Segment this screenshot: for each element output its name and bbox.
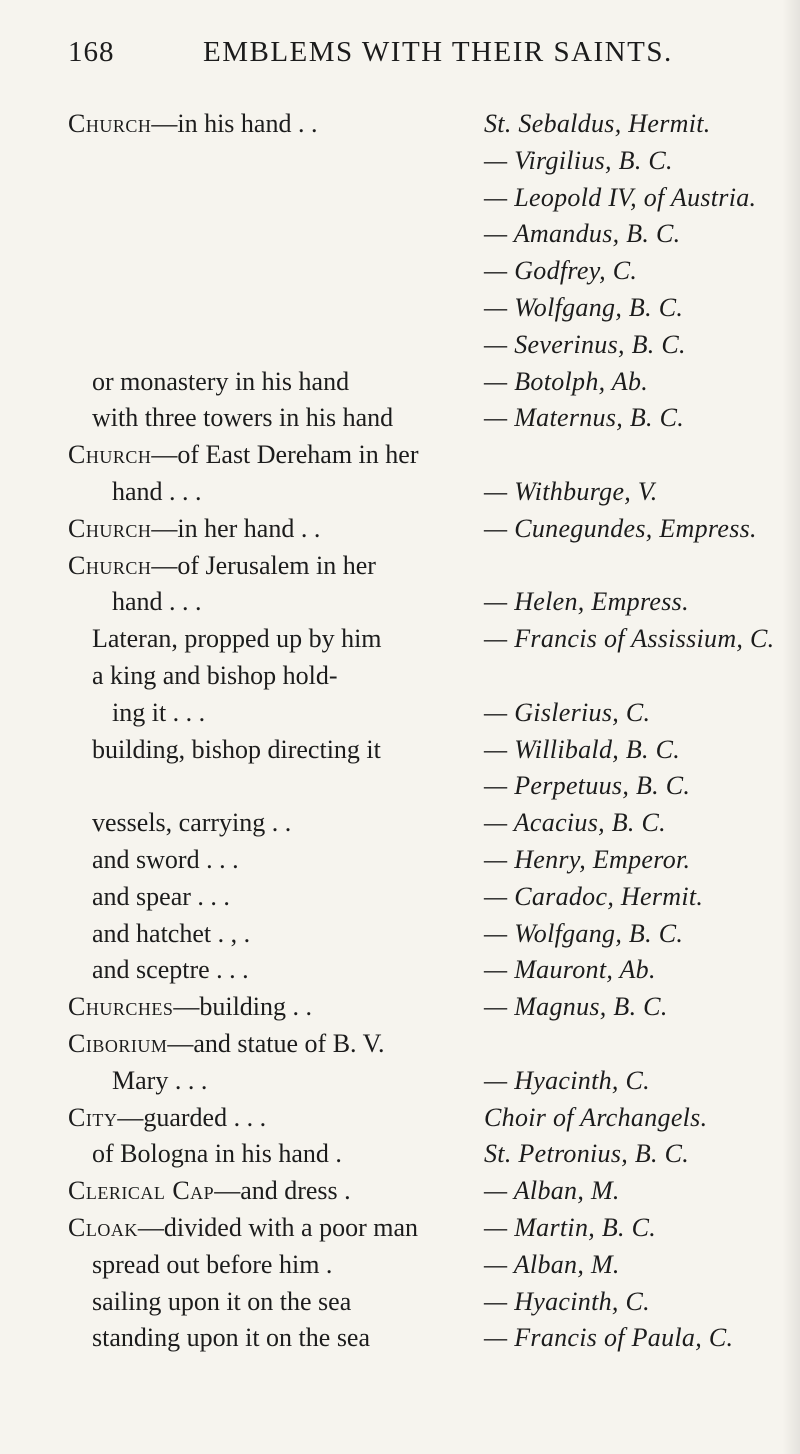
saint-entry: — Francis of Paula, C.	[484, 1323, 734, 1353]
emblem-entry	[68, 104, 468, 144]
emblem-entry: ing it . . .	[112, 697, 206, 727]
saint-entry: — Acacius, B. C.	[484, 808, 666, 838]
emblem-heading: Church	[68, 550, 152, 580]
saint-entry: — Botolph, Ab.	[484, 366, 649, 396]
saint-entry: — Leopold IV, of Austria.	[484, 182, 757, 212]
emblem-entry: standing upon it on the sea	[92, 1323, 371, 1353]
emblem-entry: Lateran, propped up by him	[92, 624, 382, 654]
saint-entry: — Mauront, Ab.	[484, 955, 656, 985]
emblem-entry	[68, 546, 468, 586]
saint-entry: — Cunegundes, Empress.	[484, 513, 757, 543]
emblem-heading: Clerical Cap	[68, 1176, 215, 1206]
saint-entry: — Perpetuus, B. C.	[484, 771, 691, 801]
emblem-heading: City	[68, 1102, 118, 1132]
emblem-heading: Cloak	[68, 1213, 138, 1242]
saint-entry: — Martin, B. C.	[484, 1213, 657, 1242]
emblem-description: —in his hand . .	[151, 109, 318, 138]
emblem-entry: and sword . . .	[92, 845, 239, 874]
emblem-entry: of Bologna in his hand .	[92, 1139, 342, 1169]
emblem-entry: spread out before him .	[92, 1249, 333, 1279]
saint-entry: — Hyacinth, C.	[484, 1065, 650, 1095]
emblem-entry: and spear . . .	[92, 881, 230, 911]
emblem-entry: with three towers in his hand	[92, 403, 394, 433]
saint-entry: — Withburge, V.	[484, 477, 658, 506]
saint-entry: — Alban, M.	[484, 1176, 620, 1206]
emblem-entry: vessels, carrying . .	[92, 808, 292, 838]
saint-entry: — Magnus, B. C.	[484, 992, 668, 1022]
emblem-heading: Churches	[68, 992, 174, 1022]
saint-entry: — Caradoc, Hermit.	[484, 881, 704, 911]
saint-entry: — Francis of Assissium, C.	[484, 624, 775, 654]
emblem-entry: and sceptre . . .	[92, 955, 249, 985]
emblem-description: —and dress .	[214, 1176, 351, 1206]
running-title: EMBLEMS WITH THEIR SAINTS.	[203, 36, 673, 68]
emblem-entry	[68, 1208, 468, 1248]
emblem-description: —and statue of B. V.	[167, 1029, 385, 1058]
saint-entry: — Henry, Emperor.	[484, 845, 691, 874]
emblem-entry: sailing upon it on the sea	[92, 1286, 352, 1316]
saint-entry: — Alban, M.	[484, 1249, 620, 1279]
emblem-entry	[68, 1098, 468, 1138]
emblem-description: —in her hand . .	[151, 513, 321, 543]
emblem-entry: a king and bishop hold-	[92, 661, 338, 690]
saint-entry: — Maternus, B. C.	[484, 403, 685, 433]
emblem-description: —divided with a poor man	[137, 1213, 419, 1242]
saint-entry: — Godfrey, C.	[484, 256, 638, 286]
emblem-heading: Church	[68, 513, 152, 543]
saint-entry: — Severinus, B. C.	[484, 329, 686, 359]
saint-entry: — Helen, Empress.	[484, 587, 689, 617]
saint-entry: — Gislerius, C.	[484, 697, 651, 727]
emblem-entry	[68, 1024, 468, 1064]
emblem-entry	[68, 509, 468, 549]
emblem-entry: building, bishop directing it	[92, 734, 381, 764]
emblem-entry: hand . . .	[112, 477, 202, 506]
saint-entry: — Hyacinth, C.	[484, 1286, 650, 1316]
saint-entry: St. Sebaldus, Hermit.	[484, 109, 711, 138]
emblem-entry	[68, 987, 468, 1027]
saint-entry: St. Petronius, B. C.	[484, 1139, 690, 1169]
saint-entry: — Virgilius, B. C.	[484, 145, 673, 175]
saint-entry: — Wolfgang, B. C.	[484, 293, 684, 322]
emblem-entry: hand . . .	[112, 587, 202, 617]
emblem-heading: Church	[68, 440, 152, 470]
emblem-description: —guarded . . .	[117, 1102, 267, 1132]
emblem-entry	[68, 435, 468, 475]
saint-entry: — Wolfgang, B. C.	[484, 918, 684, 948]
saint-entry: — Willibald, B. C.	[484, 734, 681, 764]
saint-entry: — Amandus, B. C.	[484, 219, 681, 249]
emblem-entry: and hatchet . , .	[92, 918, 251, 948]
emblem-heading: Ciborium	[68, 1029, 168, 1058]
emblem-entry	[68, 1171, 468, 1211]
emblem-entry: or monastery in his hand	[92, 366, 350, 396]
page-edge-shadow	[782, 0, 800, 1454]
emblem-description: —of Jerusalem in her	[151, 550, 376, 580]
page-number: 168	[68, 36, 115, 68]
saint-entry: Choir of Archangels.	[484, 1102, 708, 1132]
emblem-heading: Church	[68, 109, 152, 138]
emblem-entry: Mary . . .	[112, 1065, 208, 1095]
emblem-description: —building . .	[173, 992, 313, 1022]
emblem-description: —of East Dereham in her	[151, 440, 419, 470]
